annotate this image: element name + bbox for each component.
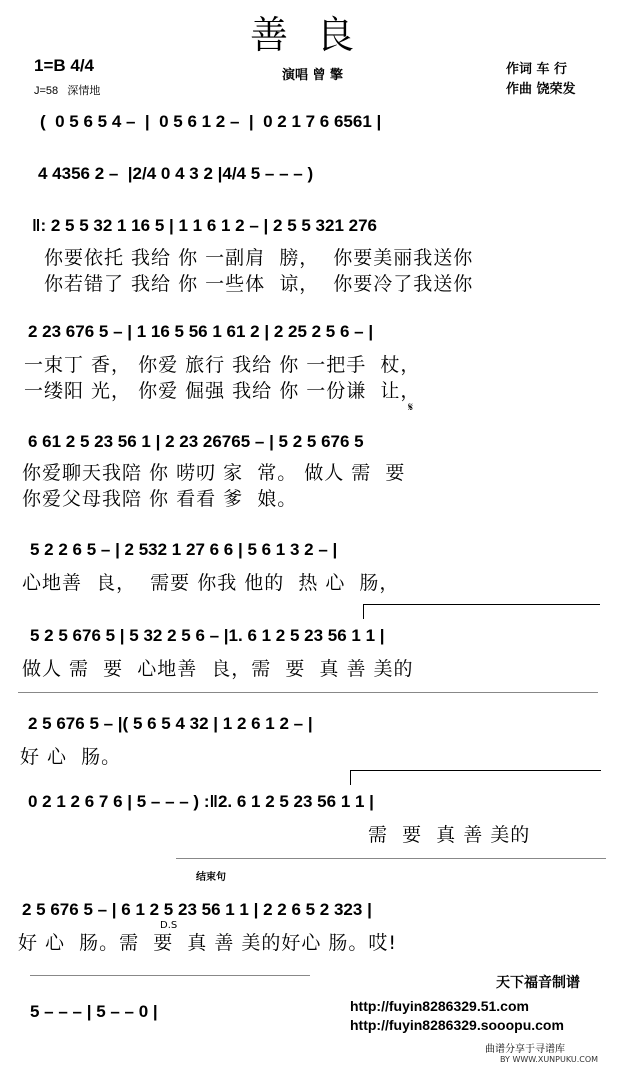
lyric-system-3-verse-2: 你若错了 我给 你 一些体 谅， 你要冷了我送你 xyxy=(44,273,474,295)
notes-system-2: 4 4356 2 – |2/4 0 4 3 2 |4/4 5 – – – ) xyxy=(38,164,314,183)
notes-system-1: ( 0 5 6 5 4 – | 0 5 6 1 2 – | 0 2 1 7 6 6561 | xyxy=(40,112,382,131)
notes-system-5: 6 61 2 5 23 56 1 | 2 23 26765 – | 5 2 5 676 5 xyxy=(28,432,364,451)
lyricist-credit: 作词 车 行 xyxy=(506,62,568,77)
notes-system-4: 2 23 676 5 – | 1 16 5 56 1 61 2 | 2 25 2 5 6 – | xyxy=(28,322,374,341)
lyric-system-4-verse-1: 一束丁 香， 你爱 旅行 我给 你 一把手 杖， xyxy=(24,354,421,376)
lyric-system-9: 需 要 真 善 美的 xyxy=(368,824,531,846)
notes-system-3: ‖: 2 5 5 32 1 16 5 | 1 1 6 1 2 – | 2 5 5 321 276 xyxy=(32,216,378,235)
divider-1 xyxy=(18,692,598,693)
divider-3 xyxy=(30,975,310,976)
lyric-system-7: 做人 需 要 心地善 良，需 要 真 善 美的 xyxy=(22,658,414,680)
lyric-system-5-verse-2: 你爱父母我陪 你 看看 爹 娘。 xyxy=(22,488,298,510)
footer-url-1[interactable]: http://fuyin8286329.51.com xyxy=(350,998,529,1014)
notes-system-6: 5 2 2 6 5 – | 2 532 1 27 6 6 | 5 6 1 3 2 – | xyxy=(30,540,338,559)
footer-url-2[interactable]: http://fuyin8286329.sooopu.com xyxy=(350,1017,564,1033)
notes-system-8: 2 5 676 5 – |( 5 6 5 4 32 | 1 2 6 1 2 – | xyxy=(28,714,313,733)
watermark-url: BY WWW.XUNPUKU.COM xyxy=(500,1055,599,1064)
notes-system-11: 5 – – – | 5 – – 0 | xyxy=(30,1002,158,1021)
lyric-system-5-verse-1: 你爱聊天我陪 你 唠叨 家 常。 做人 需 要 xyxy=(22,462,406,484)
lyric-system-4-verse-2: 一缕阳 光， 你爱 倔强 我给 你 一份谦 让， xyxy=(24,380,421,402)
volta-2 xyxy=(350,770,601,785)
watermark: 曲谱分享于寻谱库 xyxy=(485,1044,565,1055)
divider-2 xyxy=(176,858,606,859)
notes-system-7: 5 2 5 676 5 | 5 32 2 5 6 – |1. 6 1 2 5 23 56 1 1 | xyxy=(30,626,385,645)
key-signature: 1=B 4/4 xyxy=(34,56,95,75)
segno-sign: 𝄋 xyxy=(408,400,414,414)
volta-1 xyxy=(363,604,600,619)
lyric-system-3-verse-1: 你要依托 我给 你 一副肩 膀， 你要美丽我送你 xyxy=(44,247,474,269)
notes-system-10: 2 5 676 5 – | 6 1 2 5 23 56 1 1 | 2 2 6 5 2 323 | xyxy=(22,900,372,919)
composer-credit: 作曲 饶荣发 xyxy=(506,82,576,97)
lyric-system-10: 好 心 肠。需 要 真 善 美的好心 肠。哎! xyxy=(18,932,398,954)
tempo-mark: J=58 深情地 xyxy=(34,85,101,97)
lyric-system-8: 好 心 肠。 xyxy=(20,746,122,768)
song-title: 善良 xyxy=(249,13,382,57)
coda-label: 结束句 xyxy=(196,872,226,883)
publisher-label: 天下福音制谱 xyxy=(496,974,580,990)
ds-mark: D.S xyxy=(160,920,178,931)
notes-system-9: 0 2 1 2 6 7 6 | 5 – – – ) :‖2. 6 1 2 5 23 56 1 1 | xyxy=(28,792,374,811)
lyric-system-6: 心地善 良， 需要 你我 他的 热 心 肠， xyxy=(22,572,400,594)
singer-credit: 演唱 曾 擎 xyxy=(282,68,344,83)
